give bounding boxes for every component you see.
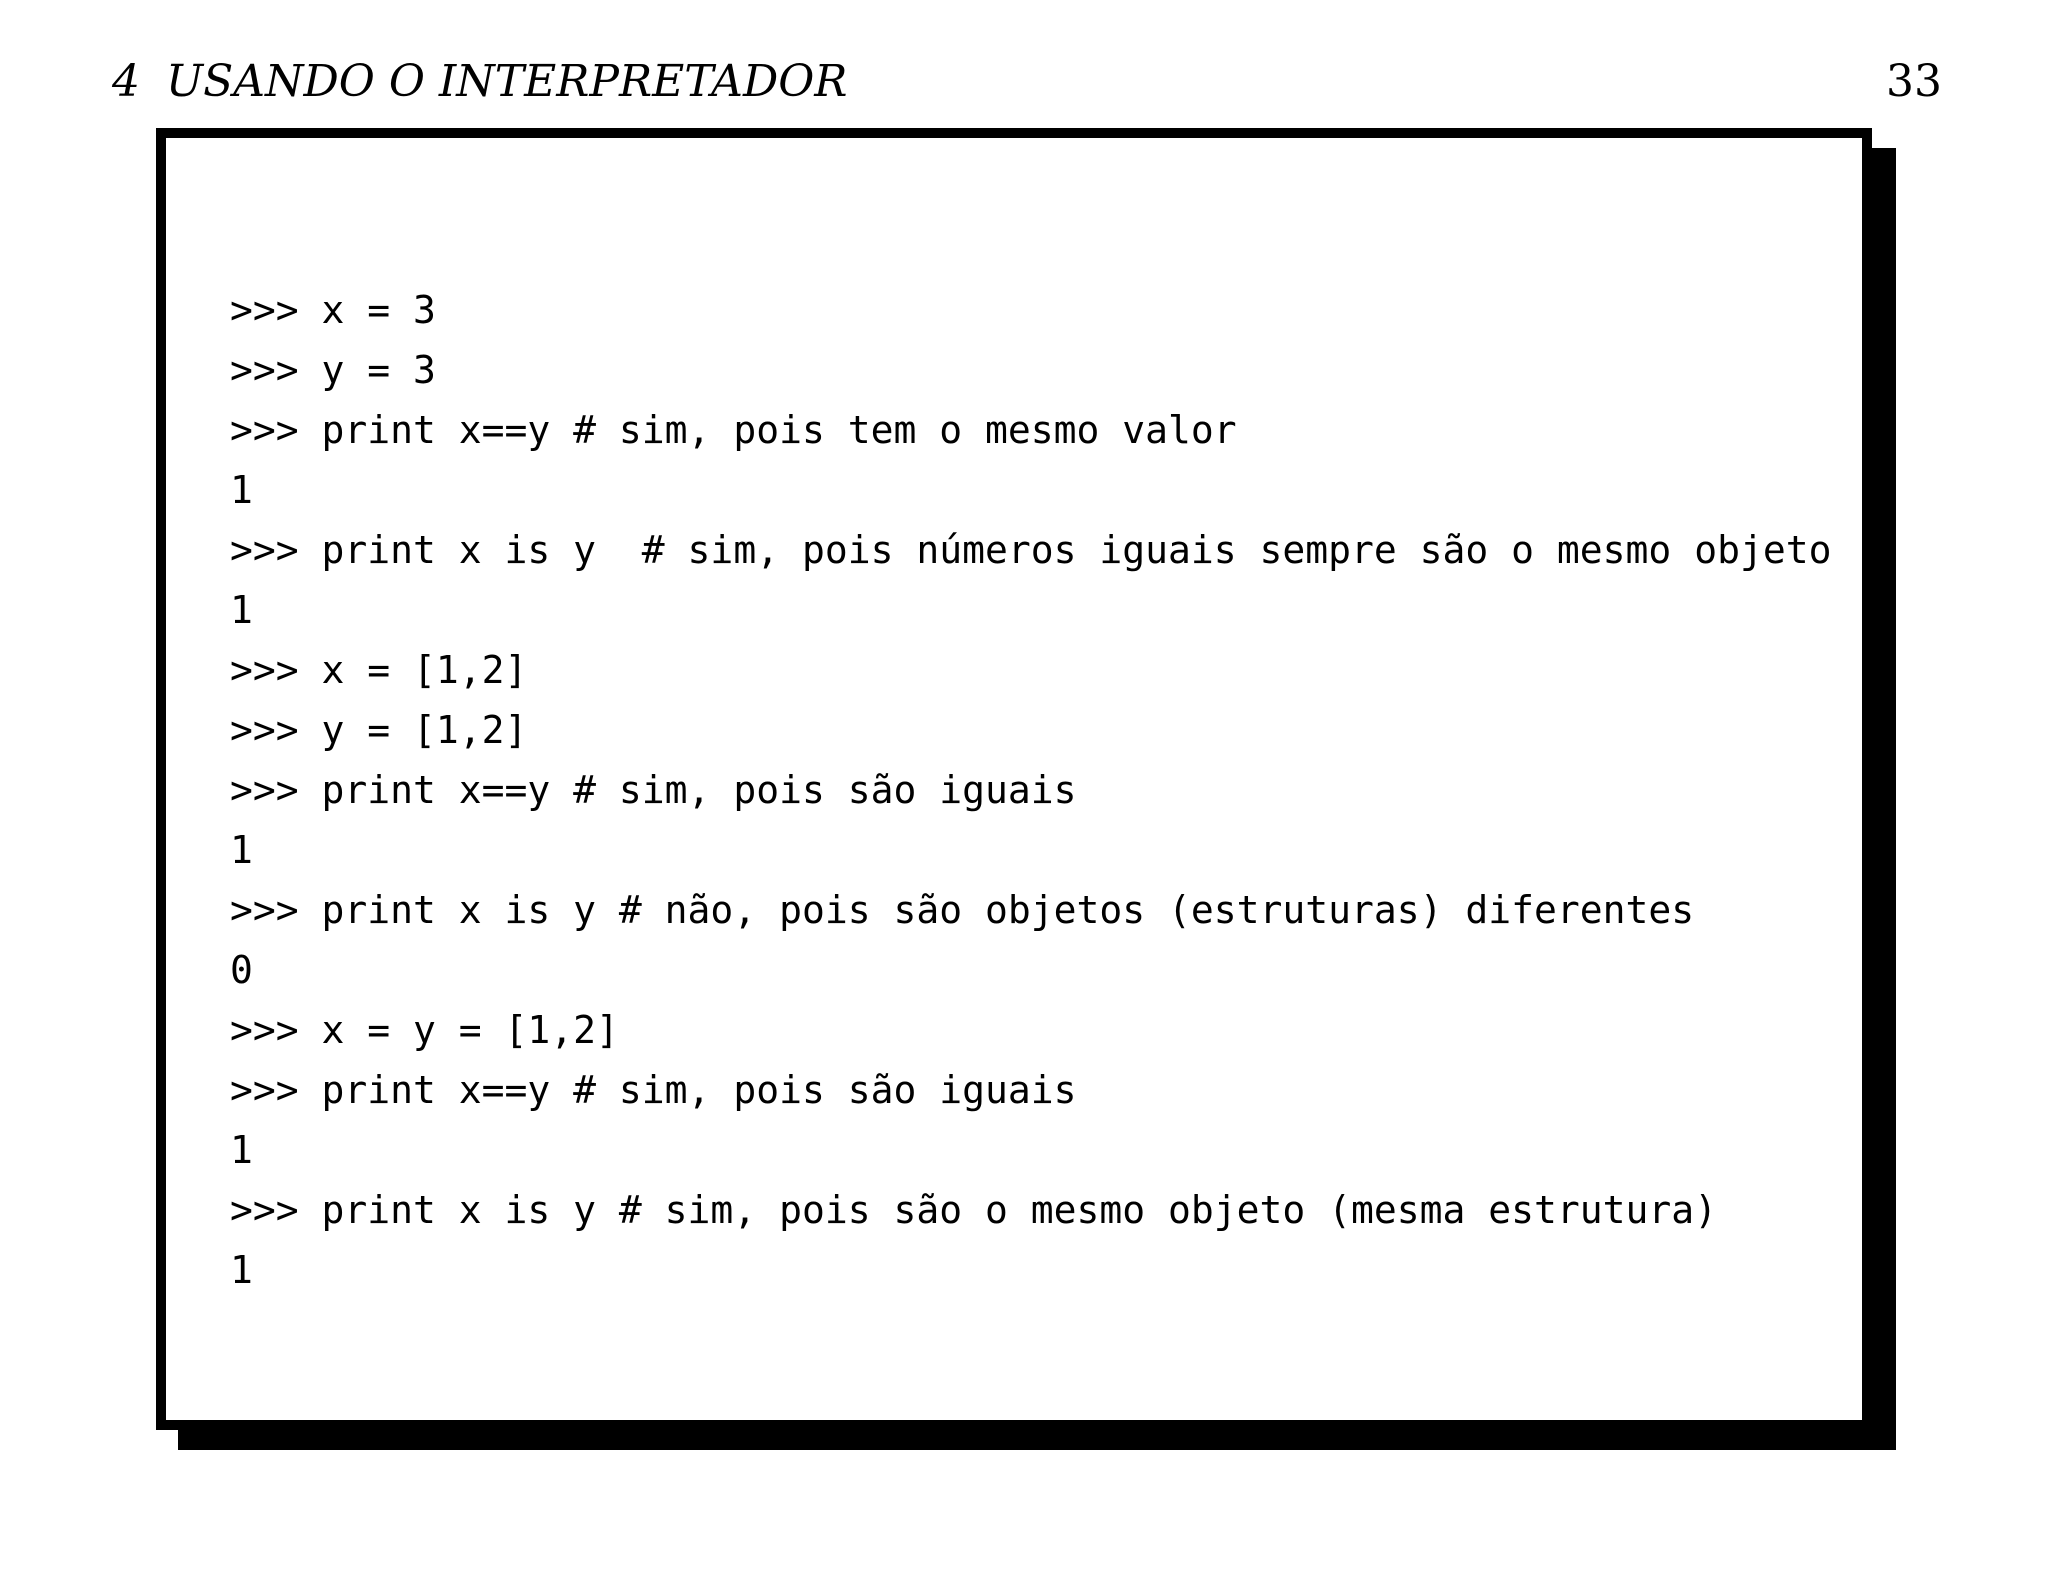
interpreter-session: [230, 280, 1850, 1300]
code-output-line: 1: [230, 1128, 253, 1172]
code-output-line: 1: [230, 468, 253, 512]
code-output-line: 0: [230, 948, 253, 992]
code-box: [156, 128, 1872, 1430]
section-heading: [112, 52, 847, 112]
code-output-line: 1: [230, 828, 253, 872]
code-line: >>> x = 3: [230, 288, 436, 332]
code-line: >>> x = y = [1,2]: [230, 1008, 619, 1052]
code-output-line: 1: [230, 1248, 253, 1292]
running-header: [112, 52, 1942, 112]
page-number: 33: [1886, 56, 1942, 107]
code-line: >>> print x is y # sim, pois números iguais sempre são o mesmo objeto: [230, 528, 1832, 572]
code-line: >>> print x==y # sim, pois tem o mesmo valor: [230, 408, 1237, 452]
code-line: >>> print x==y # sim, pois são iguais: [230, 1068, 1077, 1112]
code-line: >>> x = [1,2]: [230, 648, 528, 692]
code-output-line: 1: [230, 588, 253, 632]
code-line: >>> print x is y # não, pois são objetos (estruturas) diferentes: [230, 888, 1695, 932]
code-line: >>> y = [1,2]: [230, 708, 528, 752]
section-number: 4: [112, 56, 140, 107]
code-line: >>> y = 3: [230, 348, 436, 392]
section-title: USANDO O INTERPRETADOR: [166, 56, 848, 107]
code-line: >>> print x==y # sim, pois são iguais: [230, 768, 1077, 812]
code-line: >>> print x is y # sim, pois são o mesmo objeto (mesma estrutura): [230, 1188, 1718, 1232]
